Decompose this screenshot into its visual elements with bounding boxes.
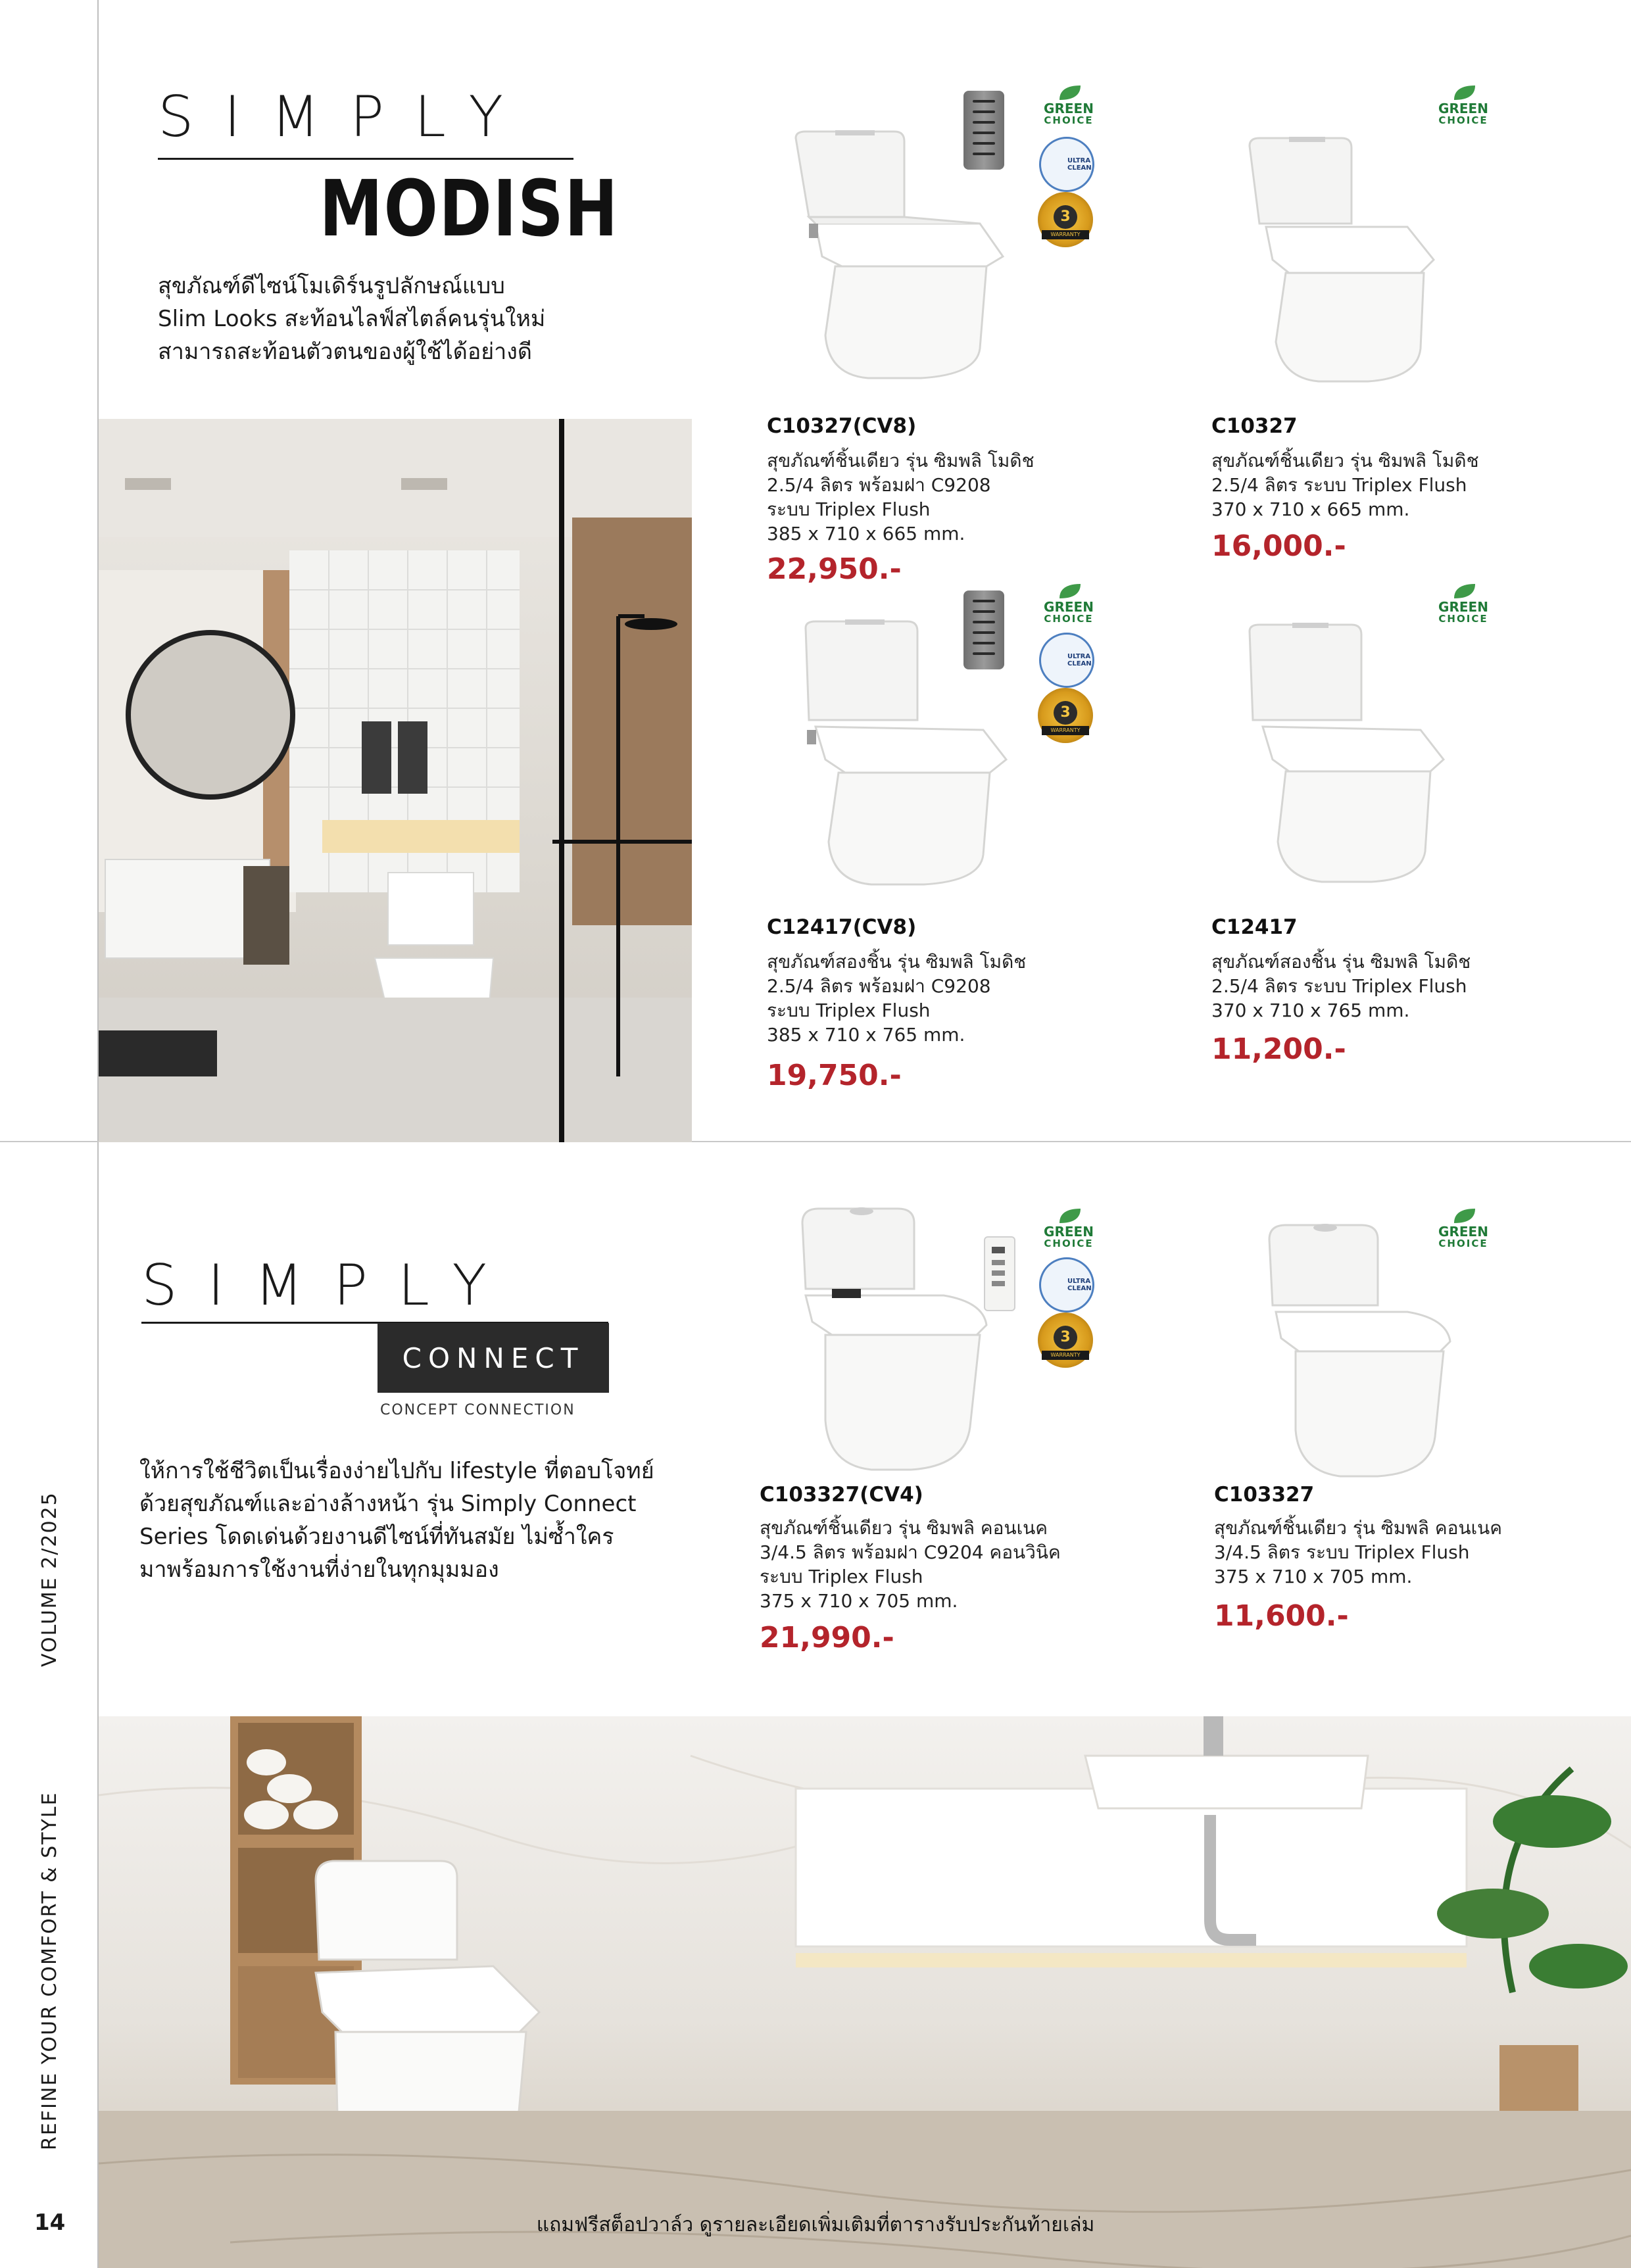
product-image-c12417 [1240, 621, 1457, 891]
product-desc-line: ระบบ Triplex Flush [767, 1000, 931, 1021]
product-image-c10327 [1236, 132, 1453, 388]
desc-line: ด้วยสุขภัณฑ์และอ่างล้างหน้า รุ่น Simply Connect [139, 1491, 637, 1517]
remote-control-icon [963, 591, 1004, 669]
product-code: C10327(CV8) [767, 414, 917, 438]
leaf-icon [1057, 84, 1083, 101]
section1-description [158, 270, 545, 368]
ultra-clean-badge: ULTRA CLEAN [1039, 137, 1094, 192]
leaf-icon [1057, 583, 1083, 600]
product-code: C103327(CV4) [760, 1483, 923, 1507]
ultra-clean-badge: ULTRA CLEAN [1039, 1257, 1094, 1313]
toilet-one-piece-icon [1236, 132, 1453, 388]
product-desc-line: ระบบ Triplex Flush [760, 1566, 923, 1587]
wall-remote-icon [984, 1236, 1015, 1311]
product-desc-line: 2.5/4 ลิตร พร้อมฝา C9208 [767, 975, 991, 997]
connect-wordmark: CONNECT [377, 1323, 609, 1393]
page-number: 14 [34, 2209, 66, 2236]
product-desc-line: 2.5/4 ลิตร พร้อมฝา C9208 [767, 474, 991, 496]
product-desc-line: 375 x 710 x 705 mm. [1214, 1566, 1413, 1587]
product-code: C12417(CV8) [767, 915, 917, 939]
product-price: 11,600.- [1214, 1599, 1349, 1633]
toilet-one-piece-icon [792, 1203, 990, 1480]
product-desc-line: 3/4.5 ลิตร พร้อมฝา C9204 คอนวินิค [760, 1541, 1061, 1563]
green-choice-badge: GREEN CHOICE [1432, 583, 1495, 629]
product-price: 22,950.- [767, 552, 902, 586]
leaf-icon [1057, 1207, 1083, 1224]
product-code: C103327 [1214, 1483, 1315, 1507]
product-desc-line: สุขภัณฑ์สองชิ้น รุ่น ซิมพลิ โมดิช [1211, 951, 1471, 973]
modish-wordmark: MODISH [319, 163, 620, 254]
desc-line: มาพร้อมการใช้งานที่ง่ายในทุกมุมมอง [139, 1556, 499, 1583]
warranty-3-year-badge: 3 WARRANTY [1038, 688, 1093, 743]
product-desc-line: ระบบ Triplex Flush [767, 498, 931, 520]
green-choice-badge: GREEN CHOICE [1037, 583, 1100, 629]
product-desc-line: 2.5/4 ลิตร ระบบ Triplex Flush [1211, 975, 1467, 997]
product-code: C12417 [1211, 915, 1298, 939]
product-desc-line: สุขภัณฑ์สองชิ้น รุ่น ซิมพลิ โมดิช [767, 951, 1027, 973]
product-desc-line: 370 x 710 x 665 mm. [1211, 498, 1410, 520]
product-desc-line: 3/4.5 ลิตร ระบบ Triplex Flush [1214, 1541, 1470, 1563]
warranty-3-year-badge: 3 WARRANTY [1038, 1313, 1093, 1368]
desc-line: Slim Looks สะท้อนไลฟ์สไตล์คนรุ่นใหม่ [158, 306, 546, 332]
product-image-c103327cv4 [792, 1203, 990, 1480]
remote-control-icon [963, 91, 1004, 170]
desc-line: Series โดดเด่นด้วยงานดีไซน์ที่ทันสมัย ไม่ซ้ำใคร [139, 1524, 614, 1550]
section2-description [139, 1455, 654, 1586]
green-choice-badge: GREEN CHOICE [1432, 1207, 1495, 1253]
leaf-icon [1451, 84, 1478, 101]
bathroom-illustration [99, 419, 692, 1142]
product-desc-line: 375 x 710 x 705 mm. [760, 1590, 958, 1612]
simply-wordmark: SIMPLY [141, 1253, 518, 1318]
desc-line: สามารถสะท้อนตัวตนของผู้ใช้ได้อย่างดี [158, 339, 532, 365]
product-desc-line: สุขภัณฑ์ชิ้นเดียว รุ่น ซิมพลิ คอนเนค [760, 1517, 1048, 1539]
brand-rule [158, 158, 573, 160]
product-image-c103327 [1263, 1220, 1453, 1483]
product-price: 21,990.- [760, 1621, 894, 1654]
product-desc-line: 385 x 710 x 765 mm. [767, 1024, 965, 1046]
green-choice-badge: GREEN CHOICE [1432, 84, 1495, 130]
product-desc-line: 385 x 710 x 665 mm. [767, 523, 965, 544]
volume-label: VOLUME 2/2025 [38, 1491, 61, 1667]
tagline-label: REFINE YOUR COMFORT & STYLE [38, 1791, 61, 2150]
concept-connection-label: CONCEPT CONNECTION [380, 1402, 575, 1418]
bathroom-photo-connect [99, 1716, 1631, 2268]
product-desc-line: สุขภัณฑ์ชิ้นเดียว รุ่น ซิมพลิ คอนเนค [1214, 1517, 1503, 1539]
green-choice-badge: GREEN CHOICE [1037, 84, 1100, 130]
product-desc-line: สุขภัณฑ์ชิ้นเดียว รุ่น ซิมพลิ โมดิช [767, 450, 1035, 471]
desc-line: สุขภัณฑ์ดีไซน์โมเดิร์นรูปลักษณ์แบบ [158, 273, 505, 299]
product-desc-line: 2.5/4 ลิตร ระบบ Triplex Flush [1211, 474, 1467, 496]
footnote: แถมฟรีสต็อปวาล์ว ดูรายละเอียดเพิ่มเติมที่ตารางรับประกันท้ายเล่ม [536, 2213, 1095, 2236]
product-price: 11,200.- [1211, 1032, 1346, 1066]
leaf-icon [1451, 1207, 1478, 1224]
ultra-clean-badge: ULTRA CLEAN [1039, 633, 1094, 688]
product-price: 19,750.- [767, 1059, 902, 1092]
desc-line: ให้การใช้ชีวิตเป็นเรื่องง่ายไปกับ lifestyle ที่ตอบโจทย์ [139, 1458, 654, 1484]
bathroom-illustration [99, 1716, 1631, 2268]
leaf-icon [1451, 583, 1478, 600]
toilet-two-piece-icon [1240, 621, 1457, 891]
product-price: 16,000.- [1211, 529, 1346, 563]
green-choice-badge: GREEN CHOICE [1037, 1207, 1100, 1253]
bathroom-photo-modish [99, 419, 692, 1142]
product-code: C10327 [1211, 414, 1298, 438]
simply-wordmark: SIMPLY [158, 84, 534, 150]
product-desc-line: สุขภัณฑ์ชิ้นเดียว รุ่น ซิมพลิ โมดิช [1211, 450, 1479, 471]
warranty-3-year-badge: 3 WARRANTY [1038, 192, 1093, 247]
toilet-one-piece-icon [1263, 1220, 1453, 1483]
product-desc-line: 370 x 710 x 765 mm. [1211, 1000, 1410, 1021]
